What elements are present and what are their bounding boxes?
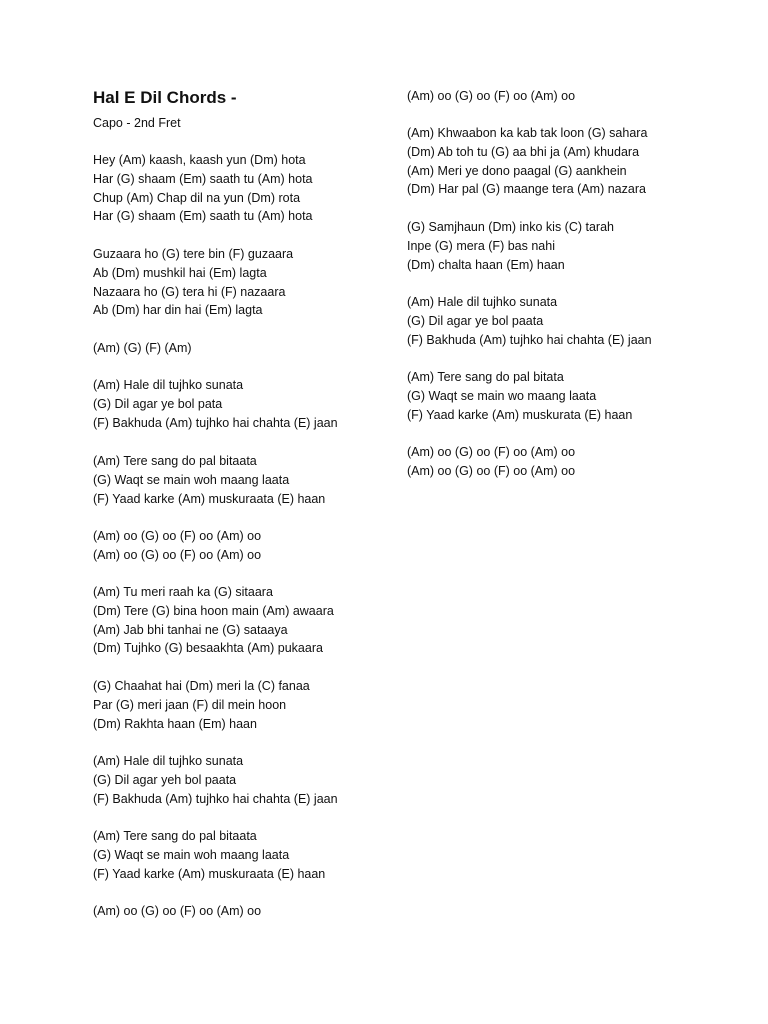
stanza	[407, 443, 575, 481]
lyric-line: (Am) oo (G) oo (F) oo (Am) oo	[407, 463, 576, 478]
lyric-line: Chup (Am) Chap dil na yun (Dm) rota	[93, 190, 301, 205]
song-title: Hal E Dil Chords -	[93, 88, 237, 107]
lyric-line: (F) Bakhuda (Am) tujhko hai chahta (E) jaan	[93, 791, 338, 806]
lyric-line: Nazaara ho (G) tera hi (F) nazaara	[93, 284, 286, 299]
lyric-line: (Am) oo (G) oo (F) oo (Am) oo	[407, 445, 576, 459]
stanza	[407, 218, 614, 274]
lyric-line: (Am) Hale dil tujhko sunata	[407, 295, 558, 309]
lyric-line: (Am) oo (G) oo (F) oo (Am) oo	[93, 547, 262, 562]
lyric-line: (Am) (G) (F) (Am)	[93, 341, 192, 355]
lyric-line: (Am) Tere sang do pal bitaata	[93, 454, 257, 468]
lyric-line: (Am) oo (G) oo (F) oo (Am) oo	[93, 529, 262, 543]
lyric-line: Hey (Am) kaash, kaash yun (Dm) hota	[93, 153, 306, 167]
stanza	[93, 583, 334, 658]
stanza	[407, 124, 647, 199]
lyric-line: (G) Samjhaun (Dm) inko kis (C) tarah	[407, 220, 614, 234]
stanza	[93, 827, 325, 883]
lyric-line: (Am) Tu meri raah ka (G) sitaara	[93, 585, 273, 599]
stanza	[407, 87, 575, 106]
lyric-line: (Am) oo (G) oo (F) oo (Am) oo	[407, 89, 576, 103]
stanza	[407, 368, 632, 424]
lyric-line: (G) Dil agar ye bol paata	[407, 313, 544, 328]
lyric-line: (Dm) Tujhko (G) besaakhta (Am) pukaara	[93, 641, 323, 656]
lyric-line: (Dm) Ab toh tu (G) aa bhi ja (Am) khudara	[407, 144, 640, 159]
lyric-line: Ab (Dm) har din hai (Em) lagta	[93, 303, 263, 318]
lyric-line: (Am) Hale dil tujhko sunata	[93, 754, 244, 768]
stanza	[93, 376, 338, 432]
stanza	[93, 527, 261, 565]
lyric-line: (Dm) Rakhta haan (Em) haan	[93, 716, 257, 731]
lyric-line: (G) Waqt se main woh maang laata	[93, 847, 290, 862]
stanza	[407, 293, 652, 349]
lyric-line: Inpe (G) mera (F) bas nahi	[407, 238, 555, 253]
lyric-line: (Am) Hale dil tujhko sunata	[93, 378, 244, 392]
lyric-line: Har (G) shaam (Em) saath tu (Am) hota	[93, 209, 313, 224]
lyric-line: (G) Waqt se main woh maang laata	[93, 472, 290, 487]
lyric-line: Guzaara ho (G) tere bin (F) guzaara	[93, 247, 294, 261]
lyric-line: (G) Waqt se main wo maang laata	[407, 388, 597, 403]
lyric-line: (Dm) Tere (G) bina hoon main (Am) awaara	[93, 603, 334, 618]
stanza	[93, 752, 338, 808]
lyric-line: (Dm) chalta haan (Em) haan	[407, 257, 565, 272]
lyric-line: (G) Dil agar yeh bol paata	[93, 772, 237, 787]
lyric-line: (Am) Jab bhi tanhai ne (G) sataaya	[93, 622, 288, 637]
lyric-line: (Am) Khwaabon ka kab tak loon (G) sahara	[407, 126, 648, 140]
stanza	[93, 151, 313, 226]
stanza	[93, 339, 192, 358]
capo-note: Capo - 2nd Fret	[93, 116, 181, 130]
lyric-line: (G) Chaahat hai (Dm) meri la (C) fanaa	[93, 679, 310, 693]
stanza	[93, 677, 310, 733]
stanza	[93, 902, 261, 921]
lyric-line: Har (G) shaam (Em) saath tu (Am) hota	[93, 171, 313, 186]
lyric-line: Ab (Dm) mushkil hai (Em) lagta	[93, 265, 267, 280]
lyric-line: (Am) Meri ye dono paagal (G) aankhein	[407, 163, 627, 178]
lyric-line: (Dm) Har pal (G) maange tera (Am) nazara	[407, 182, 646, 197]
lyric-line: (F) Bakhuda (Am) tujhko hai chahta (E) jaan	[93, 415, 338, 430]
lyric-line: (F) Yaad karke (Am) muskuraata (E) haan	[93, 491, 326, 506]
lyric-line: (Am) Tere sang do pal bitata	[407, 370, 564, 384]
stanza	[93, 452, 325, 508]
lyric-line: (G) Dil agar ye bol pata	[93, 396, 223, 411]
lyric-line: (F) Yaad karke (Am) muskuraata (E) haan	[93, 866, 326, 881]
lyric-line: (Am) oo (G) oo (F) oo (Am) oo	[93, 904, 262, 918]
lyric-line: (Am) Tere sang do pal bitaata	[93, 829, 257, 843]
lyric-line: Par (G) meri jaan (F) dil mein hoon	[93, 697, 287, 712]
stanza	[93, 245, 293, 320]
lyric-line: (F) Bakhuda (Am) tujhko hai chahta (E) jaan	[407, 332, 652, 347]
lyric-line: (F) Yaad karke (Am) muskurata (E) haan	[407, 407, 633, 422]
